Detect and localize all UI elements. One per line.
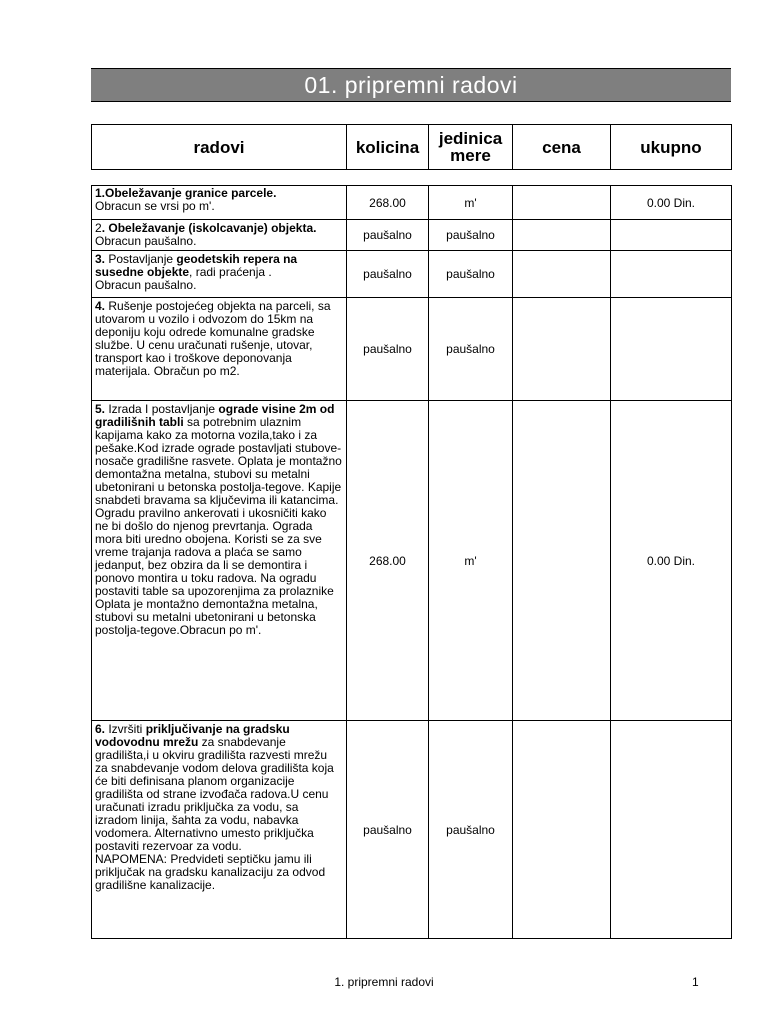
- row-2-price: [513, 220, 611, 251]
- header-jedinica: jedinica: [438, 129, 503, 148]
- section-title: 01. pripremni radovi: [91, 68, 731, 102]
- row-3-unit: paušalno: [429, 251, 513, 298]
- table-row: [92, 721, 732, 939]
- row-6-note: NAPOMENA: Predvideti septičku jamu ili priključak na gradsku kanalizaciju za odvod gradilišne kanalizacije.: [95, 852, 326, 892]
- header-mere: mere: [450, 146, 491, 165]
- header-cena: cena: [513, 125, 611, 170]
- row-2-total: [611, 220, 732, 251]
- row-6-price: [513, 721, 611, 939]
- table-row: [92, 186, 732, 220]
- row-4-price: [513, 298, 611, 401]
- row-5-total: 0.00 Din.: [611, 401, 732, 721]
- row-3-description: [92, 251, 347, 298]
- row-5-text-b: sa potrebnim ulaznim kapijama kako za motorna vozila,tako i za pešake.Kod izrade ograde postavljati stubove-nosače gradilišne rasvete. Oplata je montažno demontažna metalna, stubovi su metalni ubetonirani u betonska postolja-tegove. Kapije snabdeti bravama sa ključevima ili katancima. Ogradu pravilno ankerovati i ukosničiti kako ne bi došlo do njenog prevrtanja. Ograda mora biti uredno obojena. Koristi se za sve vreme trajanja radova a plaća se samo jedanput, bez obzira da li se demontira i ponovo montira u toku radova. Na ogradu postaviti table sa upozorenjima za prolaznike Oplata je montažno demontažna metalna, stubovi su metalni ubetonirani u betonska postolja-tegove.Obracun po m'.: [95, 415, 342, 637]
- row-1-unit: m': [429, 186, 513, 220]
- row-5-bold: ograde visine 2m od gradilišnih tabli: [95, 402, 335, 429]
- header-jedinica-mere: [429, 125, 513, 170]
- row-6-text-b: za snabdevanje gradilišta,i u okviru gradilišta razvesti mrežu za snabdevanje vodom delova gradilišta koja će biti definisana planom organizacije gradilišta od strane izvođača radova.U cenu uračunati izradu priključka za vodu, sa izradom linija, šahta za vodu, nabavka vodomera. Alternativno umesto priključka postaviti rezervoar za vodu.: [95, 735, 334, 853]
- row-4-num: 4.: [95, 299, 106, 313]
- row-1-price: [513, 186, 611, 220]
- row-1-description: [92, 186, 347, 220]
- row-4-unit: paušalno: [429, 298, 513, 401]
- row-3-total: [611, 251, 732, 298]
- page-number: 1: [692, 975, 699, 989]
- row-6-total: [611, 721, 732, 939]
- row-3-price: [513, 251, 611, 298]
- row-5-text-a: Izrada I postavljanje: [105, 402, 219, 416]
- row-6-description: [92, 721, 347, 939]
- row-5-unit: m': [429, 401, 513, 721]
- row-4-total: [611, 298, 732, 401]
- table-row: [92, 220, 732, 251]
- row-6-qty: paušalno: [347, 721, 429, 939]
- row-6-num: 6.: [95, 722, 106, 736]
- items-table: [91, 185, 732, 939]
- table-row: [92, 251, 732, 298]
- row-1-total: 0.00 Din.: [611, 186, 732, 220]
- table-row: [92, 298, 732, 401]
- row-6-unit: paušalno: [429, 721, 513, 939]
- row-4-qty: paušalno: [347, 298, 429, 401]
- row-5-num: 5.: [95, 402, 106, 416]
- row-1-bold: Obeležavanje granice parcele.: [105, 186, 277, 200]
- row-4-description: [92, 298, 347, 401]
- row-3-qty: paušalno: [347, 251, 429, 298]
- row-3-text-c: Obracun paušalno.: [95, 278, 197, 292]
- footer-title: 1. pripremni radovi: [334, 975, 434, 989]
- header-kolicina: kolicina: [347, 125, 429, 170]
- row-5-qty: 268.00: [347, 401, 429, 721]
- row-3-text-a: Postavljanje: [105, 252, 177, 266]
- row-3-bold: geodetskih repera na susedne objekte: [95, 252, 298, 279]
- header-ukupno: ukupno: [611, 125, 732, 170]
- table-row: [92, 401, 732, 721]
- row-3-text-b: , radi praćenja .: [189, 265, 272, 279]
- row-3-num: 3.: [95, 252, 106, 266]
- row-1-qty: 268.00: [347, 186, 429, 220]
- row-2-num: 2: [95, 221, 102, 235]
- row-2-qty: paušalno: [347, 220, 429, 251]
- row-1-num: 1.: [95, 186, 106, 200]
- row-6-bold: priključivanje na gradsku vodovodnu mrežu: [95, 722, 290, 749]
- row-5-price: [513, 401, 611, 721]
- row-5-description: [92, 401, 347, 721]
- row-2-text: Obracun paušalno.: [95, 234, 197, 248]
- row-6-text-a: Izvršiti: [105, 722, 146, 736]
- header-radovi: radovi: [92, 125, 347, 170]
- row-1-text: Obracun se vrsi po m'.: [95, 199, 215, 213]
- header-table: [91, 124, 732, 170]
- row-4-text: Rušenje postojećeg objekta na parceli, sa utovarom u vozilo i odvozom do 15km na deponiju koju odrede komunalne gradske službe. U cenu uračunati rušenje, utovar, transport kao i troškove deponovanja materijala. Obračun po m2.: [95, 299, 331, 378]
- row-2-unit: paušalno: [429, 220, 513, 251]
- row-2-bold: . Obeležavanje (iskolcavanje) objekta.: [101, 221, 317, 235]
- row-2-description: [92, 220, 347, 251]
